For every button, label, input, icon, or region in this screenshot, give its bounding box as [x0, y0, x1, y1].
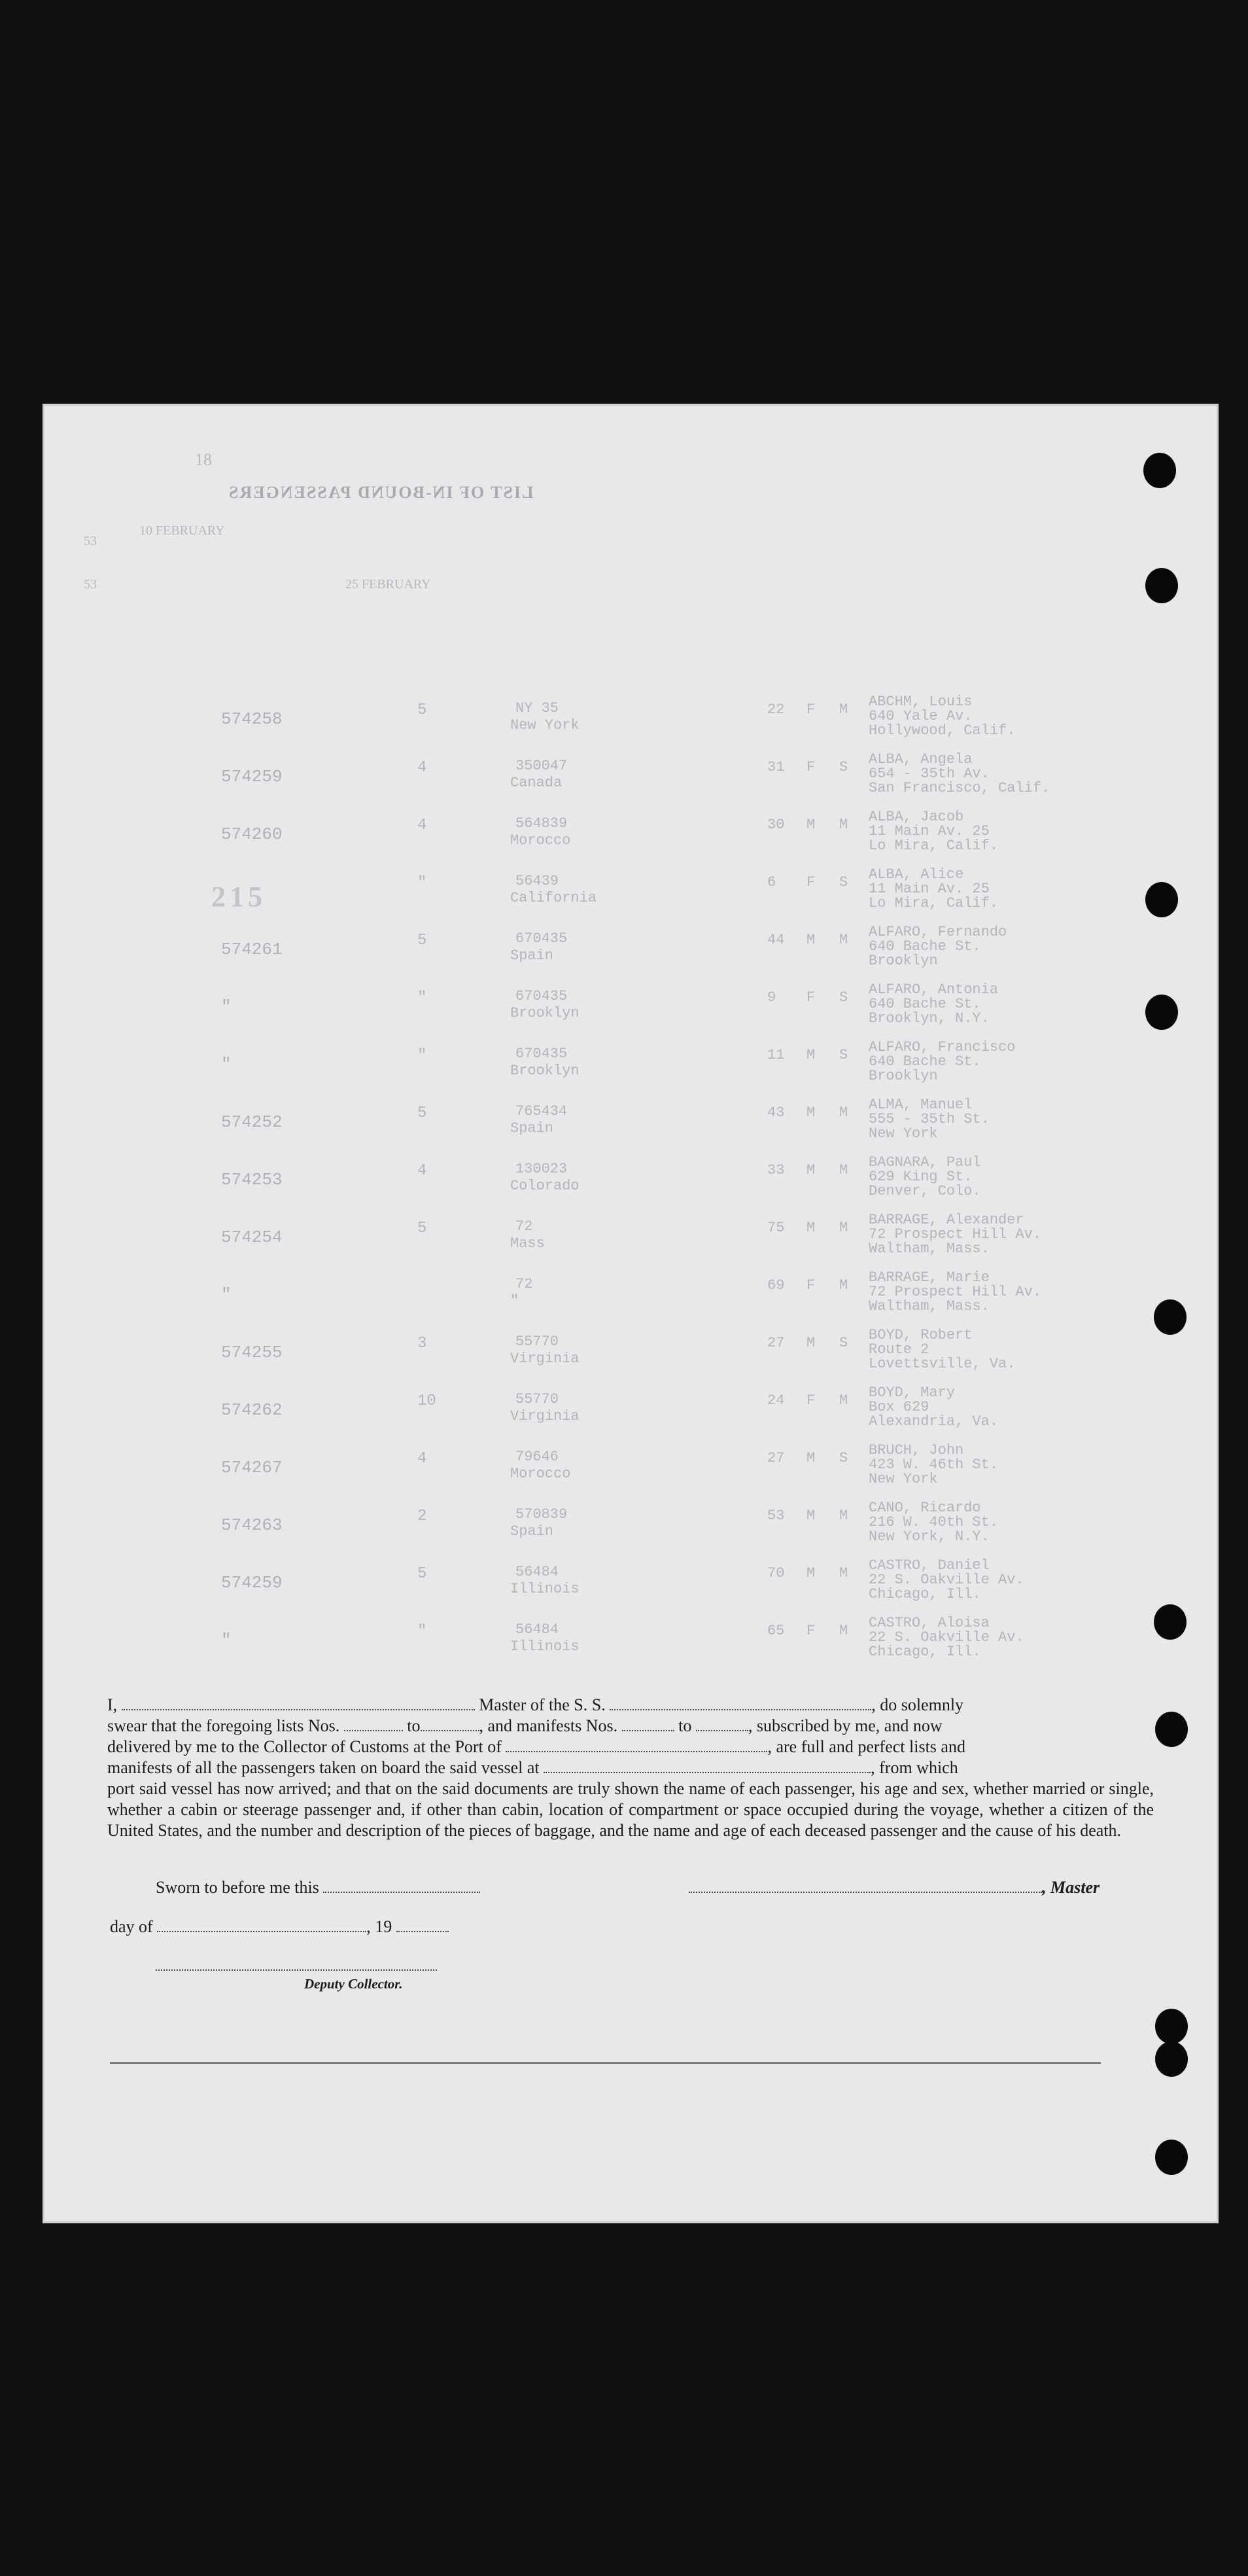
row-cityval: Brooklyn: [510, 1063, 580, 1079]
oath-full-perfect: , are full and perfect lists and: [767, 1737, 965, 1756]
row-cls: 2: [417, 1508, 427, 1525]
row-ms: S: [839, 1450, 848, 1466]
oath-paragraph: [107, 1695, 1154, 1841]
row-cls: 3: [417, 1335, 427, 1352]
row-ticket: ": [221, 1631, 232, 1650]
day-of-line: day of , 19: [110, 1917, 449, 1937]
row-ticket: 574267: [221, 1458, 283, 1477]
row-city2: Lovettsville, Va.: [869, 1356, 1016, 1372]
row-cls: 5: [417, 1104, 427, 1122]
row-ticket: 574263: [221, 1515, 283, 1535]
row-city2: Brooklyn, N.Y.: [869, 1010, 990, 1027]
row-ticket: ": [221, 997, 232, 1017]
punch-hole: [1143, 453, 1176, 488]
row-addr: 216 W. 40th St.: [869, 1514, 999, 1530]
row-age: 70: [767, 1565, 785, 1581]
row-num: 79646: [515, 1449, 559, 1465]
row-cityval: Morocco: [510, 832, 571, 849]
row-ms: M: [839, 701, 848, 718]
row-ms: M: [839, 1220, 848, 1236]
row-addr: 629 King St.: [869, 1169, 973, 1185]
row-ms: M: [839, 1565, 848, 1581]
row-num: 56439: [515, 873, 559, 889]
header-year-right: 53: [84, 577, 97, 591]
row-num: 72: [515, 1276, 533, 1292]
row-addr: 11 Main Av. 25: [869, 823, 990, 839]
row-cityval: Spain: [510, 1120, 554, 1137]
row-city2: Waltham, Mass.: [869, 1241, 990, 1257]
row-age: 65: [767, 1623, 785, 1639]
row-addr: 22 S. Oakville Av.: [869, 1629, 1024, 1646]
row-num: 670435: [515, 930, 568, 947]
row-cls: ": [417, 874, 427, 892]
row-age: 69: [767, 1277, 785, 1294]
row-num: NY 35: [515, 700, 559, 716]
row-num: 564839: [515, 815, 568, 832]
row-ticket: 574259: [221, 767, 283, 786]
row-city2: Hollywood, Calif.: [869, 722, 1016, 739]
oath-do-solemnly: , do solemnly: [871, 1695, 964, 1714]
row-ms: M: [839, 1508, 848, 1524]
row-num: 55770: [515, 1391, 559, 1407]
row-sex: M: [806, 1565, 816, 1581]
row-name: ALFARO, Fernando: [869, 924, 1007, 940]
row-ms: M: [839, 1162, 848, 1178]
row-ms: M: [839, 1277, 848, 1294]
row-ms: M: [839, 1392, 848, 1409]
passenger-row: [44, 924, 1217, 981]
row-addr: 640 Bache St.: [869, 938, 981, 955]
row-name: BARRAGE, Marie: [869, 1269, 990, 1286]
row-name: ALFARO, Francisco: [869, 1039, 1016, 1055]
row-age: 30: [767, 817, 785, 833]
row-name: BARRAGE, Alexander: [869, 1212, 1024, 1228]
row-num: 670435: [515, 988, 568, 1004]
passenger-row: [44, 1500, 1217, 1557]
row-num: 670435: [515, 1046, 568, 1062]
row-city2: New York: [869, 1471, 938, 1487]
passenger-row: [44, 866, 1217, 924]
row-age: 43: [767, 1104, 785, 1121]
row-addr: 654 - 35th Av.: [869, 766, 990, 782]
oath-lists-nos: swear that the foregoing lists Nos.: [107, 1716, 340, 1735]
row-ticket: 574252: [221, 1112, 283, 1132]
header-date-right: 25 FEBRUARY: [345, 577, 431, 591]
row-cls: 10: [417, 1392, 436, 1410]
punch-hole: [1145, 568, 1178, 603]
oath-manifests-of: manifests of all the passengers taken on board the said vessel at: [107, 1758, 540, 1777]
row-sex: M: [806, 1104, 816, 1121]
row-sex: F: [806, 1277, 816, 1294]
row-age: 11: [767, 1047, 785, 1063]
oath-master-of: Master of the S. S.: [479, 1695, 606, 1714]
row-sex: M: [806, 1220, 816, 1236]
master-signature-line: , Master: [689, 1878, 1100, 1897]
row-age: 44: [767, 932, 785, 948]
row-cityval: Canada: [510, 775, 563, 791]
oath-to-1: to: [407, 1716, 421, 1735]
header-year-left: 53: [84, 534, 97, 548]
row-cityval: Colorado: [510, 1178, 580, 1194]
row-ticket: 574254: [221, 1227, 283, 1247]
row-addr: 640 Bache St.: [869, 1053, 981, 1070]
row-city2: Chicago, Ill.: [869, 1644, 981, 1660]
passenger-row: [44, 1385, 1217, 1442]
passenger-row: [44, 1442, 1217, 1500]
row-addr: 22 S. Oakville Av.: [869, 1572, 1024, 1588]
list-number: 18: [195, 450, 212, 469]
row-addr: 640 Bache St.: [869, 996, 981, 1012]
punch-hole: [1155, 1712, 1188, 1747]
row-ms: S: [839, 874, 848, 891]
row-addr: 640 Yale Av.: [869, 708, 973, 724]
row-ms: M: [839, 932, 848, 948]
row-cityval: Mass: [510, 1235, 545, 1252]
row-name: ALBA, Alice: [869, 866, 964, 883]
row-cls: 5: [417, 1565, 427, 1583]
row-ticket: 574253: [221, 1170, 283, 1190]
passenger-row: [44, 1212, 1217, 1269]
row-cityval: California: [510, 890, 597, 906]
row-name: BAGNARA, Paul: [869, 1154, 981, 1171]
row-ms: S: [839, 989, 848, 1006]
row-ms: S: [839, 759, 848, 775]
row-city2: New York, N.Y.: [869, 1528, 990, 1545]
passenger-row: [44, 1039, 1217, 1097]
passenger-row: [44, 1557, 1217, 1615]
row-cityval: Illinois: [510, 1638, 580, 1655]
row-sex: M: [806, 1162, 816, 1178]
row-ticket: 574259: [221, 1573, 283, 1593]
passenger-row: [44, 694, 1217, 751]
row-age: 22: [767, 701, 785, 718]
passenger-row: [44, 1615, 1217, 1672]
row-city2: Lo Mira, Calif.: [869, 838, 999, 854]
row-cityval: Spain: [510, 1523, 554, 1540]
manifest-page: [44, 406, 1217, 2221]
oath-subscribed: , subscribed by me, and now: [748, 1716, 943, 1735]
row-num: 765434: [515, 1103, 568, 1120]
oath-delivered: delivered by me to the Collector of Customs at the Port of: [107, 1737, 502, 1756]
row-cls: ": [417, 989, 427, 1007]
row-city2: Chicago, Ill.: [869, 1586, 981, 1602]
passenger-row: [44, 1154, 1217, 1212]
oath-and-manifests: , and manifests Nos.: [479, 1716, 618, 1735]
punch-hole: [1155, 2041, 1188, 2077]
row-sex: M: [806, 1508, 816, 1524]
row-cityval: ": [510, 1293, 519, 1309]
row-city2: Alexandria, Va.: [869, 1413, 999, 1430]
row-name: ABCHM, Louis: [869, 694, 973, 710]
row-cls: 4: [417, 759, 427, 777]
row-cls: 5: [417, 701, 427, 719]
row-ticket: 574261: [221, 940, 283, 959]
row-cls: 5: [417, 1220, 427, 1237]
row-city2: Lo Mira, Calif.: [869, 895, 999, 911]
passenger-row: [44, 981, 1217, 1039]
row-ms: M: [839, 1623, 848, 1639]
row-ms: S: [839, 1335, 848, 1351]
row-addr: 72 Prospect Hill Av.: [869, 1284, 1042, 1300]
row-sex: F: [806, 701, 816, 718]
row-age: 31: [767, 759, 785, 775]
sworn-line: Sworn to before me this: [156, 1878, 480, 1897]
row-ticket: 574258: [221, 709, 283, 729]
row-addr: Route 2: [869, 1341, 929, 1358]
row-age: 27: [767, 1335, 785, 1351]
punch-hole: [1155, 2140, 1188, 2175]
row-cityval: Morocco: [510, 1466, 571, 1482]
row-ticket: 574262: [221, 1400, 283, 1420]
row-age: 24: [767, 1392, 785, 1409]
row-cls: 4: [417, 1162, 427, 1180]
header-date-left: 10 FEBRUARY: [139, 523, 225, 538]
passenger-row: [44, 1327, 1217, 1385]
row-num: 130023: [515, 1161, 568, 1177]
row-name: BOYD, Robert: [869, 1327, 973, 1343]
passenger-row: [44, 751, 1217, 809]
row-city2: Waltham, Mass.: [869, 1298, 990, 1314]
row-age: 27: [767, 1450, 785, 1466]
passenger-row: [44, 1097, 1217, 1154]
passenger-row: [44, 1269, 1217, 1327]
row-age: 53: [767, 1508, 785, 1524]
passenger-row: [44, 809, 1217, 866]
deputy-signature-line: [156, 1969, 437, 1971]
row-num: 56484: [515, 1564, 559, 1580]
row-ticket: ": [221, 1285, 232, 1305]
row-ticket: 574255: [221, 1343, 283, 1362]
row-name: ALMA, Manuel: [869, 1097, 973, 1113]
row-sex: M: [806, 932, 816, 948]
punch-hole: [1155, 2009, 1188, 2044]
row-sex: F: [806, 1392, 816, 1409]
row-ms: M: [839, 1104, 848, 1121]
bottom-rule: [110, 2062, 1101, 2064]
row-name: BRUCH, John: [869, 1442, 964, 1458]
row-num: 56484: [515, 1621, 559, 1638]
row-name: ALFARO, Antonia: [869, 981, 999, 998]
row-addr: 72 Prospect Hill Av.: [869, 1226, 1042, 1243]
row-cls: ": [417, 1623, 427, 1640]
oath-from-which: , from which: [871, 1758, 958, 1777]
row-sex: F: [806, 874, 816, 891]
row-cityval: New York: [510, 717, 580, 733]
row-cityval: Virginia: [510, 1350, 580, 1367]
row-sex: M: [806, 1047, 816, 1063]
row-city2: San Francisco, Calif.: [869, 780, 1050, 796]
row-cityval: Spain: [510, 947, 554, 964]
oath-to-2: to: [678, 1716, 692, 1735]
row-num: 72: [515, 1218, 533, 1235]
row-age: 6: [767, 874, 776, 891]
row-cls: ": [417, 1047, 427, 1065]
row-name: CASTRO, Daniel: [869, 1557, 990, 1574]
oath-body: port said vessel has now arrived; and that on the said documents are truly shown the name of each passenger, his age and sex, whether married or single, whether a cabin or steerage passenger and, if other than cabin, location of compartment or space occupied during the voyage, whether a citizen of the United States, and the number and description of the pieces of baggage, and the name and age of each deceased passenger and the cause of his death.: [107, 1779, 1154, 1840]
row-name: ALBA, Jacob: [869, 809, 964, 825]
row-cls: 4: [417, 1450, 427, 1468]
row-num: 570839: [515, 1506, 568, 1523]
row-ms: M: [839, 817, 848, 833]
row-sex: M: [806, 1335, 816, 1351]
row-sex: F: [806, 759, 816, 775]
row-addr: 423 W. 46th St.: [869, 1456, 999, 1473]
row-city2: New York: [869, 1125, 938, 1142]
bleed-mark-215: 215: [211, 881, 266, 913]
row-cls: 5: [417, 932, 427, 949]
row-sex: F: [806, 989, 816, 1006]
deputy-collector-label: Deputy Collector.: [304, 1976, 403, 1992]
row-name: BOYD, Mary: [869, 1385, 956, 1401]
row-addr: 555 - 35th St.: [869, 1111, 990, 1127]
row-city2: Brooklyn: [869, 953, 938, 969]
row-city2: Denver, Colo.: [869, 1183, 981, 1199]
row-num: 350047: [515, 758, 568, 774]
row-cityval: Virginia: [510, 1408, 580, 1424]
row-ms: S: [839, 1047, 848, 1063]
oath-i: I,: [107, 1695, 118, 1714]
row-age: 9: [767, 989, 776, 1006]
row-cls: 4: [417, 817, 427, 834]
row-ticket: 574260: [221, 824, 283, 844]
row-cityval: Brooklyn: [510, 1005, 580, 1021]
passenger-rows: [44, 694, 1217, 1672]
row-num: 55770: [515, 1333, 559, 1350]
list-title: LIST OF IN-BOUND PASSENGERS: [228, 483, 534, 502]
row-addr: 11 Main Av. 25: [869, 881, 990, 897]
row-city2: Brooklyn: [869, 1068, 938, 1084]
row-name: CANO, Ricardo: [869, 1500, 981, 1516]
row-name: ALBA, Angela: [869, 751, 973, 768]
row-ticket: ": [221, 1055, 232, 1074]
row-age: 33: [767, 1162, 785, 1178]
row-sex: F: [806, 1623, 816, 1639]
row-addr: Box 629: [869, 1399, 929, 1415]
row-sex: M: [806, 1450, 816, 1466]
row-cityval: Illinois: [510, 1581, 580, 1597]
row-name: CASTRO, Aloisa: [869, 1615, 990, 1631]
row-sex: M: [806, 817, 816, 833]
row-age: 75: [767, 1220, 785, 1236]
